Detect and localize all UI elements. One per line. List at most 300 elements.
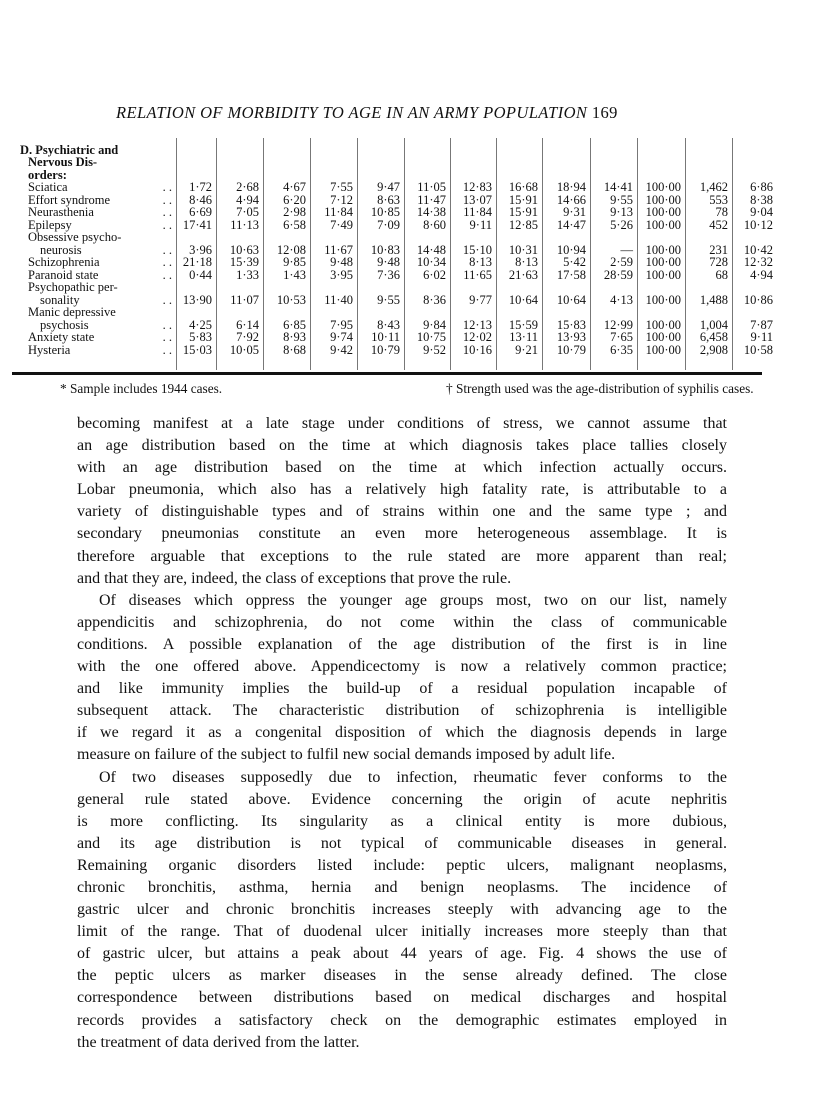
table-cell: 6·02 — [405, 269, 451, 282]
leader-dots: . . — [162, 217, 172, 232]
empty-cell — [405, 138, 451, 156]
row-label-wrap — [28, 331, 172, 344]
row-label-wrap — [28, 231, 172, 244]
text-line: therefore arguable that exceptions to the rule stated are more apparent than real; — [77, 547, 727, 565]
leader-dots: . . — [162, 342, 172, 357]
leader-dots: . . — [162, 205, 172, 219]
table-cell: 10·31 — [497, 244, 543, 257]
empty-cell — [217, 281, 264, 294]
text-line: Remaining organic disorders listed include: peptic ulcers, malignant neoplasms, — [77, 856, 727, 874]
text-line: and like immunity implies the build-up of a residual population incapable of — [77, 680, 727, 698]
row-label-text: Anxiety state — [28, 330, 95, 344]
table-cell: 1,488 — [686, 294, 733, 307]
text-line: and its age distribution is not typical of communicable diseases in general. — [77, 834, 727, 852]
row-label-text: Sciatica — [28, 180, 68, 194]
table-cell: 10·34 — [405, 256, 451, 269]
leader-dots: . . — [162, 255, 172, 269]
empty-cell — [591, 281, 638, 294]
table-cell: 13·90 — [177, 294, 217, 307]
section-heading: orders: — [28, 167, 67, 182]
empty-cell — [217, 138, 264, 156]
text-line: secondary pneumonias constitute an even more heterogeneous assemblage. It is — [77, 525, 727, 543]
row-label — [16, 256, 177, 269]
empty-cell — [358, 356, 405, 370]
footnotes — [0, 381, 816, 399]
leader-dots: . . — [162, 180, 172, 194]
table-cell: 8·13 — [451, 256, 497, 269]
table-cell: 2·68 — [217, 181, 264, 194]
table-cell: 100·00 — [638, 219, 686, 232]
leader-dots: . . — [162, 330, 172, 344]
text-line: conditions. A possible explanation of the age distribution of the first is in line — [77, 635, 727, 653]
table-cell: 16·68 — [497, 181, 543, 194]
empty-cell — [591, 356, 638, 370]
table-cell: 1,462 — [686, 181, 733, 194]
text-line: an age distribution based on the time at which diagnosis takes place tallies closely — [77, 437, 727, 455]
table-cell: 11·13 — [217, 219, 264, 232]
empty-cell — [311, 306, 358, 319]
table-cell: 8·93 — [264, 331, 311, 344]
table-cell: 13·07 — [451, 194, 497, 207]
table-cell: 9·55 — [591, 194, 638, 207]
table-cell: 100·00 — [638, 244, 686, 257]
table-cell: 10·05 — [217, 344, 264, 357]
text-line: of gastric ulcer, but attains a peak about 44 years of age. Fig. 4 shows the use of — [77, 945, 727, 963]
table-bottom-rule — [12, 372, 762, 375]
table-cell: 11·40 — [311, 294, 358, 307]
table-cell: 14·41 — [591, 181, 638, 194]
table-cell: 7·05 — [217, 206, 264, 219]
table-cell: 11·65 — [451, 269, 497, 282]
row-label-text: Neurasthenia — [28, 205, 94, 219]
empty-cell — [177, 156, 217, 169]
table-cell: 11·84 — [451, 206, 497, 219]
table-cell: 10·11 — [358, 331, 405, 344]
table-cell: 7·09 — [358, 219, 405, 232]
row-label-wrap — [28, 344, 172, 357]
empty-cell — [358, 306, 405, 319]
table-cell: 0·44 — [177, 269, 217, 282]
empty-cell — [217, 231, 264, 244]
empty-cell — [638, 231, 686, 244]
table-cell: 9·85 — [264, 256, 311, 269]
table-cell: 1·72 — [177, 181, 217, 194]
spacer-row — [16, 356, 777, 370]
empty-cell — [311, 281, 358, 294]
leader-dots: . . — [162, 292, 172, 307]
row-label-wrap — [28, 206, 172, 219]
table-cell: 12·85 — [497, 219, 543, 232]
footnote-strength: † Strength used was the age-distribution of syphilis cases. — [446, 381, 754, 396]
empty-cell — [497, 138, 543, 156]
table-cell: 15·59 — [497, 319, 543, 332]
table-cell: 9·52 — [405, 344, 451, 357]
table-cell: 6·58 — [264, 219, 311, 232]
empty-cell — [264, 306, 311, 319]
section-heading: D. Psychiatric and — [20, 142, 119, 157]
empty-cell — [686, 281, 733, 294]
table-cell: 553 — [686, 194, 733, 207]
table-cell: 8·60 — [405, 219, 451, 232]
empty-cell — [451, 138, 497, 156]
empty-cell — [217, 156, 264, 169]
table-cell: 21·18 — [177, 256, 217, 269]
empty-cell — [177, 281, 217, 294]
table-cell: 10·12 — [733, 219, 778, 232]
table-cell: 6·69 — [177, 206, 217, 219]
table-cell: 14·48 — [405, 244, 451, 257]
table-cell: 2·59 — [591, 256, 638, 269]
text-line: with an age distribution based on the time at which infection actually occurs. — [77, 459, 727, 477]
empty-cell — [638, 156, 686, 169]
table-cell: 9·74 — [311, 331, 358, 344]
row-label-wrap — [28, 256, 172, 269]
table-cell: 4·94 — [217, 194, 264, 207]
table-cell: 100·00 — [638, 206, 686, 219]
leader-dots: . . — [162, 192, 172, 207]
body-text — [77, 413, 727, 1074]
table-cell: 7·55 — [311, 181, 358, 194]
table-cell: 9·42 — [311, 344, 358, 357]
spacer — [16, 356, 177, 370]
table-cell: 9·13 — [591, 206, 638, 219]
row-label-text: Psychopathic per- — [28, 280, 118, 294]
table-cell: 15·39 — [217, 256, 264, 269]
empty-cell — [638, 281, 686, 294]
table-cell: 10·64 — [543, 294, 591, 307]
table-cell: 7·36 — [358, 269, 405, 282]
empty-cell — [733, 156, 778, 169]
empty-cell — [358, 231, 405, 244]
table-cell: 9·21 — [497, 344, 543, 357]
empty-cell — [311, 138, 358, 156]
table-cell: 28·59 — [591, 269, 638, 282]
empty-cell — [543, 306, 591, 319]
table-row — [16, 281, 777, 294]
table-cell: 4·94 — [733, 269, 778, 282]
table-cell: 8·68 — [264, 344, 311, 357]
table-cell: 10·64 — [497, 294, 543, 307]
text-line: measure on failure of the subject to fulfil new social demands imposed by adult life. — [77, 746, 616, 764]
header-title: RELATION OF MORBIDITY TO AGE IN AN ARMY POPULATION — [116, 103, 588, 122]
table-cell: 18·94 — [543, 181, 591, 194]
empty-cell — [451, 306, 497, 319]
row-label — [16, 206, 177, 219]
table-cell: 7·12 — [311, 194, 358, 207]
text-line: the peptic ulcers as marker diseases in the sense already defined. The close — [77, 967, 727, 985]
table-cell: 10·79 — [543, 344, 591, 357]
table-cell: 10·58 — [733, 344, 778, 357]
table-cell: 5·42 — [543, 256, 591, 269]
empty-cell — [733, 281, 778, 294]
table-cell: 11·84 — [311, 206, 358, 219]
table-cell: 2,908 — [686, 344, 733, 357]
empty-cell — [177, 231, 217, 244]
table-cell: 21·63 — [497, 269, 543, 282]
table-cell: 100·00 — [638, 319, 686, 332]
text-line: is more conflicting. Its singularity as a clinical entity is more dubious, — [77, 812, 727, 830]
table-cell: 15·03 — [177, 344, 217, 357]
row-label — [16, 281, 177, 294]
empty-cell — [733, 231, 778, 244]
table-cell: — — [591, 244, 638, 257]
empty-cell — [591, 306, 638, 319]
table-row — [16, 269, 777, 282]
empty-cell — [497, 156, 543, 169]
table-row — [16, 219, 777, 232]
table-cell: 10·83 — [358, 244, 405, 257]
empty-cell — [686, 356, 733, 370]
table-cell: 14·47 — [543, 219, 591, 232]
empty-cell — [591, 231, 638, 244]
table-cell: 7·65 — [591, 331, 638, 344]
table-body — [16, 138, 777, 370]
row-label — [16, 331, 177, 344]
empty-cell — [497, 231, 543, 244]
empty-cell — [638, 356, 686, 370]
table-cell: 100·00 — [638, 344, 686, 357]
table-cell: 6·35 — [591, 344, 638, 357]
text-line: gastric ulcer and chronic bronchitis increases steeply with advancing age to the — [77, 901, 727, 919]
leader-dots: . . — [162, 317, 172, 332]
table-row — [16, 181, 777, 194]
empty-cell — [543, 156, 591, 169]
empty-cell — [311, 156, 358, 169]
table-cell: 12·99 — [591, 319, 638, 332]
table-row — [16, 331, 777, 344]
table-cell: 8·36 — [405, 294, 451, 307]
table-cell: 8·46 — [177, 194, 217, 207]
table-cell: 9·04 — [733, 206, 778, 219]
empty-cell — [591, 156, 638, 169]
row-label-wrap — [28, 181, 172, 194]
text-line: chronic bronchitis, asthma, hernia and benign neoplasms. The incidence of — [77, 878, 727, 896]
empty-cell — [217, 356, 264, 370]
text-line: Lobar pneumonia, which also has a relatively high fatality rate, is attributable to a — [77, 481, 727, 499]
table-cell: 9·11 — [451, 219, 497, 232]
text-line: records provides a satisfactory check on the demographic estimates employed in — [77, 1011, 727, 1029]
empty-cell — [591, 138, 638, 156]
table-cell: 8·38 — [733, 194, 778, 207]
row-label — [16, 344, 177, 357]
section-heading-row — [16, 156, 777, 169]
table-cell: 231 — [686, 244, 733, 257]
table-cell: 9·47 — [358, 181, 405, 194]
table-cell: 100·00 — [638, 269, 686, 282]
table-cell: 10·42 — [733, 244, 778, 257]
text-line: and that they are, indeed, the class of exceptions that prove the rule. — [77, 569, 512, 587]
table-cell: 5·83 — [177, 331, 217, 344]
empty-cell — [733, 306, 778, 319]
table-cell: 10·63 — [217, 244, 264, 257]
empty-cell — [497, 281, 543, 294]
empty-cell — [311, 356, 358, 370]
empty-cell — [264, 138, 311, 156]
table-cell: 9·11 — [733, 331, 778, 344]
table-cell: 1·43 — [264, 269, 311, 282]
table-cell: 13·93 — [543, 331, 591, 344]
table-cell: 10·16 — [451, 344, 497, 357]
row-label-text: Obsessive psycho- — [28, 230, 122, 244]
table-cell: 6·14 — [217, 319, 264, 332]
empty-cell — [497, 356, 543, 370]
page-number: 169 — [591, 103, 618, 122]
table-cell: 7·95 — [311, 319, 358, 332]
row-label — [16, 231, 177, 244]
table-cell: 15·83 — [543, 319, 591, 332]
empty-cell — [358, 156, 405, 169]
table-cell: 8·13 — [497, 256, 543, 269]
table-cell: 13·11 — [497, 331, 543, 344]
table-cell: 17·41 — [177, 219, 217, 232]
table-cell: 15·91 — [497, 194, 543, 207]
leader-dots: . . — [162, 242, 172, 257]
morbidity-table — [16, 138, 777, 370]
table-row — [16, 344, 777, 357]
empty-cell — [358, 281, 405, 294]
row-label-text: Epilepsy — [28, 217, 72, 232]
table-row — [16, 294, 777, 307]
empty-cell — [733, 138, 778, 156]
table-cell: 14·38 — [405, 206, 451, 219]
row-label-text: Hysteria — [28, 342, 71, 357]
table-cell: 10·79 — [358, 344, 405, 357]
table-cell: 10·86 — [733, 294, 778, 307]
empty-cell — [686, 138, 733, 156]
table-cell: 9·77 — [451, 294, 497, 307]
table-cell: 12·08 — [264, 244, 311, 257]
empty-cell — [264, 281, 311, 294]
empty-cell — [405, 156, 451, 169]
table-cell: 3·96 — [177, 244, 217, 257]
text-line: correspondence between distributions based on medical discharges and hospital — [77, 989, 727, 1007]
text-line: becoming manifest at a late stage under conditions of stress, we cannot assume that — [77, 415, 727, 432]
table-row — [16, 206, 777, 219]
table-cell: 5·26 — [591, 219, 638, 232]
table-cell: 9·55 — [358, 294, 405, 307]
empty-cell — [451, 156, 497, 169]
running-header — [116, 103, 806, 123]
row-label-text: Schizophrenia — [28, 255, 100, 269]
table-cell: 1·33 — [217, 269, 264, 282]
empty-cell — [543, 281, 591, 294]
empty-cell — [733, 356, 778, 370]
table-cell: 14·66 — [543, 194, 591, 207]
row-label-text: Manic depressive — [28, 305, 116, 319]
empty-cell — [405, 231, 451, 244]
table-row — [16, 306, 777, 319]
empty-cell — [177, 306, 217, 319]
table-cell: 9·31 — [543, 206, 591, 219]
table-cell: 8·43 — [358, 319, 405, 332]
empty-cell — [543, 356, 591, 370]
table-cell: 12·32 — [733, 256, 778, 269]
text-line: variety of distinguishable types and of strains within one and the same type ; and — [77, 503, 727, 521]
text-line: with the one offered above. Appendicectomy is now a relatively common practice; — [77, 658, 727, 676]
table-cell: 100·00 — [638, 256, 686, 269]
empty-cell — [451, 356, 497, 370]
table-cell: 6·86 — [733, 181, 778, 194]
table-cell: 11·07 — [217, 294, 264, 307]
table-cell: 10·75 — [405, 331, 451, 344]
text-line: appendicitis and schizophrenia, do not come within the class of communicable — [77, 613, 727, 631]
table-cell: 100·00 — [638, 294, 686, 307]
table-row — [16, 231, 777, 244]
text-line: the treatment of data derived from the latter. — [77, 1033, 360, 1051]
empty-cell — [358, 138, 405, 156]
empty-cell — [405, 356, 451, 370]
row-label-text: neurosis — [40, 242, 82, 257]
table-cell: 12·83 — [451, 181, 497, 194]
table-cell: 17·58 — [543, 269, 591, 282]
table-cell: 4·25 — [177, 319, 217, 332]
empty-cell — [405, 306, 451, 319]
table-cell: 9·48 — [358, 256, 405, 269]
table-cell: 6,458 — [686, 331, 733, 344]
empty-cell — [638, 138, 686, 156]
empty-cell — [405, 281, 451, 294]
empty-cell — [264, 156, 311, 169]
text-line: limit of the range. That of duodenal ulcer initially increases more steeply than that — [77, 923, 727, 941]
table-cell: 68 — [686, 269, 733, 282]
table-cell: 452 — [686, 219, 733, 232]
table-cell: 100·00 — [638, 194, 686, 207]
table-cell: 10·94 — [543, 244, 591, 257]
row-label-wrap — [28, 306, 172, 319]
empty-cell — [638, 306, 686, 319]
empty-cell — [686, 231, 733, 244]
table-cell: 78 — [686, 206, 733, 219]
row-label-text: sonality — [40, 292, 80, 307]
text-line: general rule stated above. Evidence concerning the origin of acute nephritis — [77, 790, 727, 808]
table-cell: 100·00 — [638, 331, 686, 344]
leader-dots: . . — [162, 267, 172, 282]
text-line: Of two diseases supposedly due to infection, rheumatic fever conforms to the — [99, 768, 727, 786]
empty-cell — [686, 306, 733, 319]
table-cell: 12·02 — [451, 331, 497, 344]
table-cell: 728 — [686, 256, 733, 269]
row-label — [16, 306, 177, 319]
empty-cell — [217, 306, 264, 319]
row-label-text: Effort syndrome — [28, 192, 111, 207]
table-cell: 10·85 — [358, 206, 405, 219]
table-cell: 7·87 — [733, 319, 778, 332]
table-cell: 4·67 — [264, 181, 311, 194]
empty-cell — [543, 138, 591, 156]
table-cell: 10·53 — [264, 294, 311, 307]
table-cell: 12·13 — [451, 319, 497, 332]
empty-cell — [264, 231, 311, 244]
table-cell: 100·00 — [638, 181, 686, 194]
row-label-text: Paranoid state — [28, 267, 99, 282]
text-line: if we regard it as a congenital disposition of which the diagnosis depends in large — [77, 724, 727, 742]
empty-cell — [264, 356, 311, 370]
row-label-wrap — [28, 281, 172, 294]
empty-cell — [451, 281, 497, 294]
footnote-sample: * Sample includes 1944 cases. — [60, 381, 223, 396]
table-cell: 3·95 — [311, 269, 358, 282]
table-cell: 4·13 — [591, 294, 638, 307]
text-line: Of diseases which oppress the younger age groups most, two on our list, namely — [99, 591, 727, 609]
table-cell: 2·98 — [264, 206, 311, 219]
table-cell: 15·91 — [497, 206, 543, 219]
table-cell: 11·47 — [405, 194, 451, 207]
empty-cell — [451, 231, 497, 244]
empty-cell — [177, 138, 217, 156]
table-cell: 9·84 — [405, 319, 451, 332]
table-cell: 11·05 — [405, 181, 451, 194]
table-cell: 8·63 — [358, 194, 405, 207]
